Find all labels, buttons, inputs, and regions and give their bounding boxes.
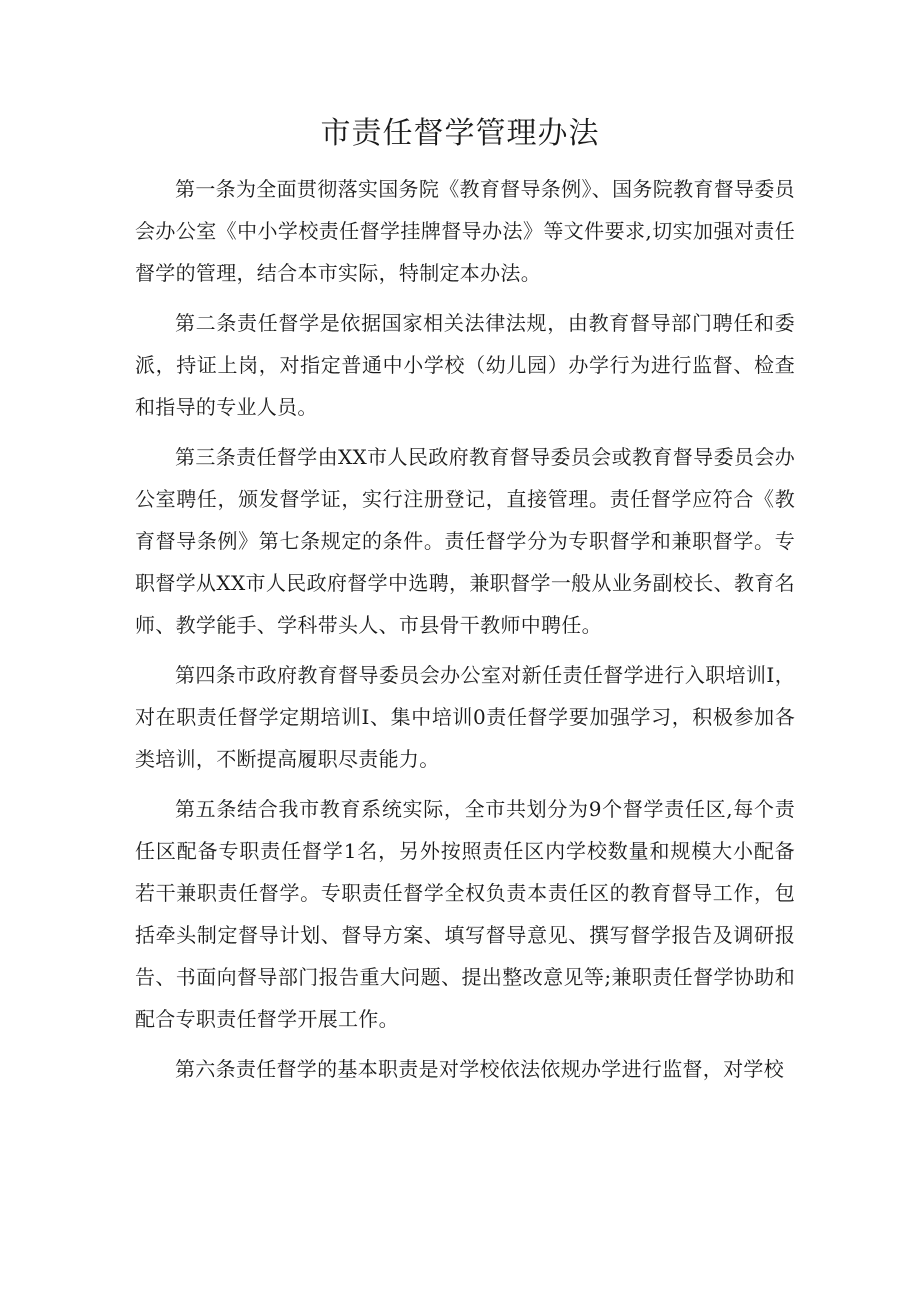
article-5-paragraph: 第五条结合我市教育系统实际，全市共划分为9个督学责任区,每个责任区配备专职责任督学1名，另外按照责任区内学校数量和规模大小配备若干兼职责任督学。专职责任督学全权负责本责任区的教育督导工作，包括牵头制定督导计划、督导方案、填写督导意见、撰写督学报告及调研报告、书面向督导部门报告重大问题、提出整改意见等;兼职责任督学协助和配合专职责任督学开展工作。 <box>135 797 795 1031</box>
document-title: 市责任督学管理办法 <box>320 116 600 151</box>
document-body <box>135 168 795 1098</box>
article-6-paragraph: 第六条责任督学的基本职责是对学校依法依规办学进行监督，对学校 <box>175 1057 784 1081</box>
article-1-paragraph: 第一条为全面贯彻落实国务院《教育督导条例》、国务院教育督导委员会办公室《中小学校责任督学挂牌督导办法》等文件要求,切实加强对责任督学的管理，结合本市实际，特制定本办法。 <box>135 177 795 285</box>
article-2-paragraph: 第二条责任督学是依据国家相关法律法规，由教育督导部门聘任和委派，持证上岗，对指定普通中小学校（幼儿园）办学行为进行监督、检查和指导的专业人员。 <box>135 311 795 419</box>
article-3-paragraph: 第三条责任督学由XX市人民政府教育督导委员会或教育督导委员会办公室聘任，颁发督学证，实行注册登记，直接管理。责任督学应符合《教育督导条例》第七条规定的条件。责任督学分为专职督学和兼职督学。专职督学从XX市人民政府督学中选聘，兼职督学一般从业务副校长、教育名师、教学能手、学科带头人、市县骨干教师中聘任。 <box>135 445 795 637</box>
article-4-paragraph: 第四条市政府教育督导委员会办公室对新任责任督学进行入职培训I，对在职责任督学定期培训I、集中培训0责任督学要加强学习，积极参加各类培训，不断提高履职尽责能力。 <box>135 663 795 771</box>
